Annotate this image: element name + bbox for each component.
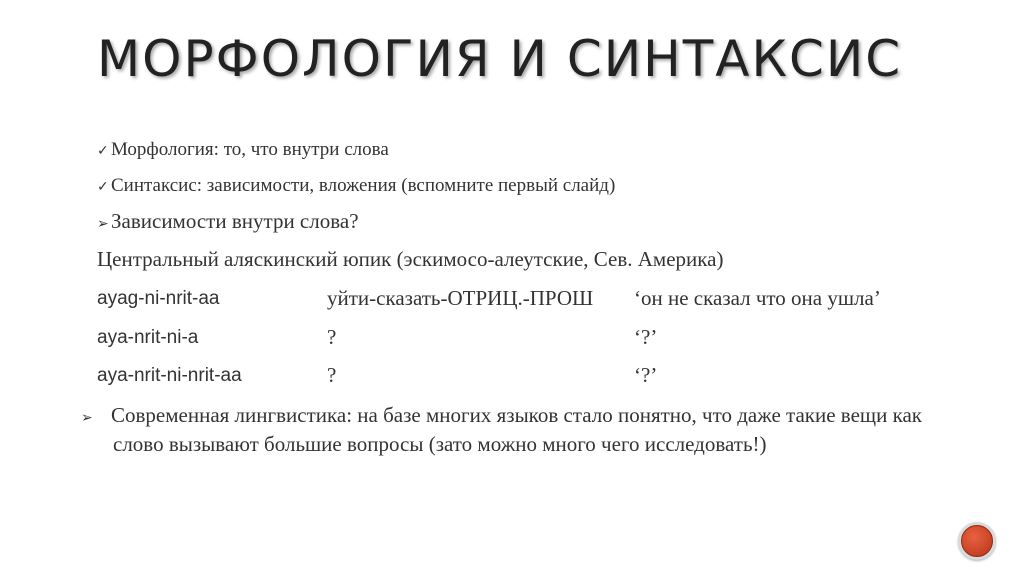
conclusion-text: Современная лингвистика: на базе многих языков стало понятно, что даже такие вещи как слово вызывают большие вопросы (зато можно много чего исследовать!)	[111, 403, 922, 456]
example-gloss: уйти-сказать-ОТРИЦ.-ПРОШ	[327, 286, 594, 310]
example-translation: ‘он не сказал что она ушла’	[634, 286, 881, 310]
bullet-line-syntax	[97, 175, 615, 197]
line-text: Зависимости внутри слова?	[111, 209, 359, 233]
example-gloss: ?	[327, 325, 337, 349]
arrow-bullet-icon: ➢	[81, 410, 93, 426]
example-word: aya-nrit-ni-nrit-aa	[97, 365, 242, 386]
next-slide-button[interactable]	[958, 522, 996, 560]
next-slide-icon	[961, 525, 993, 557]
bullet-line-morphology	[97, 139, 389, 161]
example-word: aya-nrit-ni-a	[97, 327, 199, 348]
example-translation: ‘?’	[634, 325, 658, 349]
check-icon: ✓	[97, 143, 109, 159]
line-text: Морфология: то, что внутри слова	[111, 139, 389, 160]
language-line: Центральный аляскинский юпик (эскимосо-алеутские, Сев. Америка)	[97, 247, 724, 271]
check-icon: ✓	[97, 179, 109, 195]
example-word: ayag-ni-nrit-aa	[97, 288, 220, 309]
line-text: Синтаксис: зависимости, вложения (вспомните первый слайд)	[111, 175, 616, 196]
bullet-line-question	[97, 209, 359, 234]
example-gloss: ?	[327, 363, 337, 387]
example-translation: ‘?’	[634, 363, 658, 387]
arrow-bullet-icon: ➢	[97, 216, 109, 232]
conclusion-bullet	[81, 402, 937, 457]
slide-title: МОРФОЛОГИЯ И СИНТАКСИС	[97, 30, 903, 88]
